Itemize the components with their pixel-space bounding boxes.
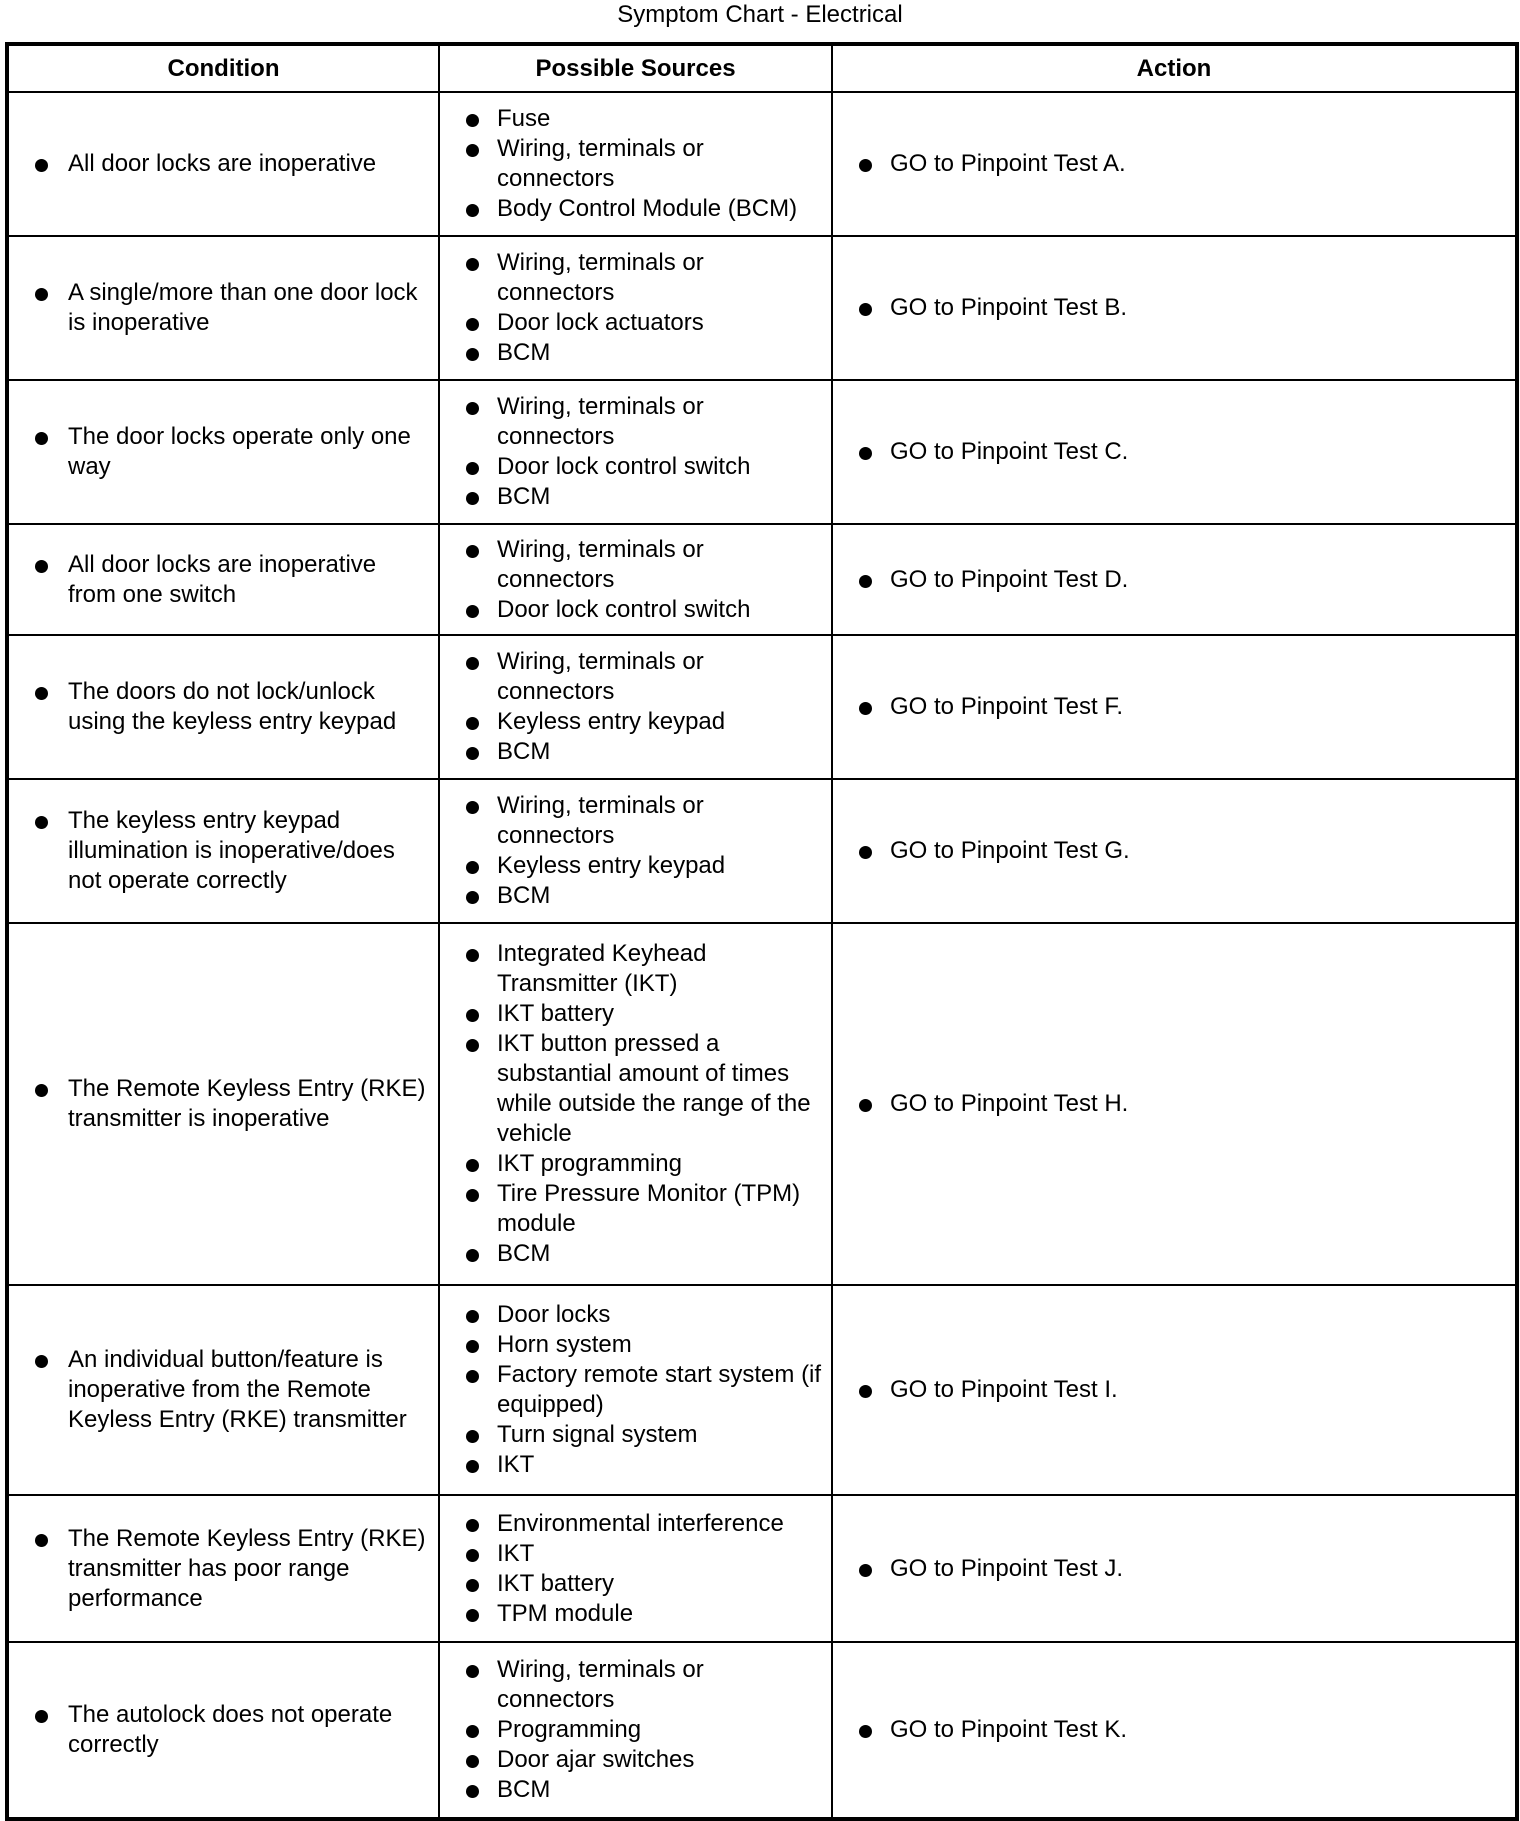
source-item: Tire Pressure Monitor (TPM) module — [440, 1179, 831, 1239]
condition-cell — [7, 923, 439, 1285]
source-item: Wiring, terminals or connectors — [440, 392, 831, 452]
source-item: Wiring, terminals or connectors — [440, 647, 831, 707]
page-title: Symptom Chart - Electrical — [617, 1, 903, 28]
symptom-chart-table — [5, 42, 1519, 1821]
source-item: IKT button pressed a substantial amount of times while outside the range of the vehicle — [440, 1029, 831, 1149]
action-cell — [832, 1285, 1517, 1495]
source-item: IKT battery — [440, 999, 831, 1029]
condition-cell — [7, 1495, 439, 1642]
source-item: Keyless entry keypad — [440, 851, 831, 881]
condition-cell — [7, 635, 439, 779]
source-item: Wiring, terminals or connectors — [440, 248, 831, 308]
source-item: Door ajar switches — [440, 1745, 831, 1775]
source-item: Fuse — [440, 104, 831, 134]
action-cell — [832, 1495, 1517, 1642]
possible-sources-cell — [439, 1642, 832, 1819]
condition-cell — [7, 779, 439, 923]
condition-cell — [7, 1285, 439, 1495]
condition-text: The doors do not lock/unlock using the keyless entry keypad — [9, 677, 438, 737]
possible-sources-list — [440, 1509, 831, 1629]
table-row — [7, 635, 1517, 779]
action-text: GO to Pinpoint Test H. — [833, 1089, 1515, 1119]
action-cell — [832, 923, 1517, 1285]
condition-cell — [7, 380, 439, 524]
action-cell — [832, 524, 1517, 635]
action-cell — [832, 380, 1517, 524]
source-item: BCM — [440, 881, 831, 911]
table-row — [7, 1285, 1517, 1495]
action-cell — [832, 635, 1517, 779]
possible-sources-cell — [439, 635, 832, 779]
source-item: BCM — [440, 482, 831, 512]
header-possible-sources: Possible Sources — [439, 44, 832, 92]
possible-sources-cell — [439, 1285, 832, 1495]
source-item: IKT programming — [440, 1149, 831, 1179]
possible-sources-cell — [439, 236, 832, 380]
source-item: Programming — [440, 1715, 831, 1745]
header-action: Action — [832, 44, 1517, 92]
action-cell — [832, 92, 1517, 236]
table-row — [7, 1642, 1517, 1819]
condition-cell — [7, 236, 439, 380]
action-text: GO to Pinpoint Test I. — [833, 1375, 1515, 1405]
table-row — [7, 92, 1517, 236]
action-text: GO to Pinpoint Test A. — [833, 149, 1515, 179]
condition-cell — [7, 1642, 439, 1819]
possible-sources-list — [440, 791, 831, 911]
possible-sources-cell — [439, 380, 832, 524]
condition-text: All door locks are inoperative — [9, 149, 438, 179]
condition-text: The keyless entry keypad illumination is inoperative/does not operate correctly — [9, 806, 438, 896]
table-row — [7, 380, 1517, 524]
table-row — [7, 1495, 1517, 1642]
table-row — [7, 923, 1517, 1285]
source-item: IKT — [440, 1450, 831, 1480]
source-item: Door lock control switch — [440, 452, 831, 482]
source-item: IKT — [440, 1539, 831, 1569]
source-item: Integrated Keyhead Transmitter (IKT) — [440, 939, 831, 999]
source-item: BCM — [440, 1775, 831, 1805]
condition-text: A single/more than one door lock is inoperative — [9, 278, 438, 338]
possible-sources-list — [440, 104, 831, 224]
action-text: GO to Pinpoint Test B. — [833, 293, 1515, 323]
source-item: Door lock actuators — [440, 308, 831, 338]
source-item: Door lock control switch — [440, 595, 831, 625]
action-text: GO to Pinpoint Test K. — [833, 1715, 1515, 1745]
source-item: Horn system — [440, 1330, 831, 1360]
action-text: GO to Pinpoint Test F. — [833, 692, 1515, 722]
possible-sources-cell — [439, 524, 832, 635]
action-text: GO to Pinpoint Test G. — [833, 836, 1515, 866]
source-item: BCM — [440, 1239, 831, 1269]
header-condition: Condition — [7, 44, 439, 92]
source-item: BCM — [440, 338, 831, 368]
source-item: IKT battery — [440, 1569, 831, 1599]
possible-sources-list — [440, 939, 831, 1269]
possible-sources-list — [440, 392, 831, 512]
possible-sources-cell — [439, 923, 832, 1285]
possible-sources-list — [440, 647, 831, 767]
possible-sources-list — [440, 1655, 831, 1805]
possible-sources-list — [440, 248, 831, 368]
possible-sources-cell — [439, 1495, 832, 1642]
table-row — [7, 236, 1517, 380]
action-text: GO to Pinpoint Test D. — [833, 565, 1515, 595]
table-body — [7, 92, 1517, 1819]
source-item: Wiring, terminals or connectors — [440, 791, 831, 851]
source-item: Wiring, terminals or connectors — [440, 1655, 831, 1715]
source-item: Keyless entry keypad — [440, 707, 831, 737]
source-item: BCM — [440, 737, 831, 767]
condition-text: The Remote Keyless Entry (RKE) transmitter is inoperative — [9, 1074, 438, 1134]
action-cell — [832, 779, 1517, 923]
condition-cell — [7, 524, 439, 635]
possible-sources-cell — [439, 779, 832, 923]
condition-text: The autolock does not operate correctly — [9, 1700, 438, 1760]
table-row — [7, 779, 1517, 923]
possible-sources-list — [440, 535, 831, 625]
condition-text: The Remote Keyless Entry (RKE) transmitter has poor range performance — [9, 1524, 438, 1614]
action-text: GO to Pinpoint Test J. — [833, 1554, 1515, 1584]
source-item: Turn signal system — [440, 1420, 831, 1450]
condition-text: An individual button/feature is inoperative from the Remote Keyless Entry (RKE) transmitter — [9, 1345, 438, 1435]
condition-text: The door locks operate only one way — [9, 422, 438, 482]
possible-sources-cell — [439, 92, 832, 236]
table-row — [7, 524, 1517, 635]
possible-sources-list — [440, 1300, 831, 1480]
source-item: TPM module — [440, 1599, 831, 1629]
action-cell — [832, 1642, 1517, 1819]
source-item: Door locks — [440, 1300, 831, 1330]
source-item: Wiring, terminals or connectors — [440, 134, 831, 194]
condition-text: All door locks are inoperative from one switch — [9, 550, 438, 610]
action-cell — [832, 236, 1517, 380]
table-header-row — [7, 44, 1517, 92]
source-item: Environmental interference — [440, 1509, 831, 1539]
source-item: Body Control Module (BCM) — [440, 194, 831, 224]
condition-cell — [7, 92, 439, 236]
action-text: GO to Pinpoint Test C. — [833, 437, 1515, 467]
source-item: Wiring, terminals or connectors — [440, 535, 831, 595]
source-item: Factory remote start system (if equipped) — [440, 1360, 831, 1420]
